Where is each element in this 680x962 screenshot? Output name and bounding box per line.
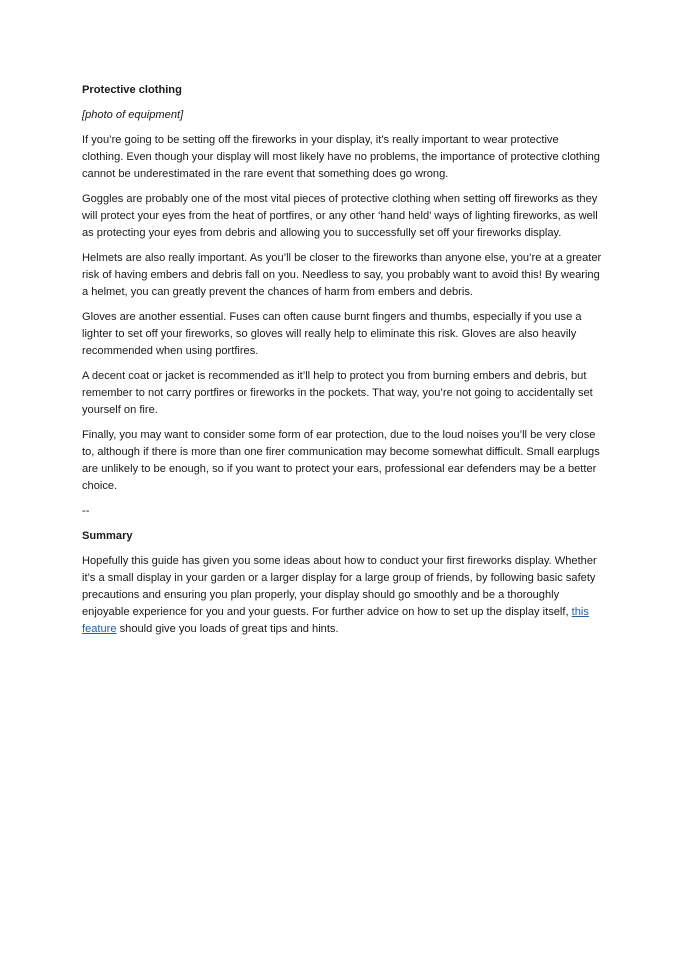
summary-text-after-link: should give you loads of great tips and hints. [116,623,339,635]
paragraph-intro: If you’re going to be setting off the fireworks in your display, it’s really important to wear protective clothing. Even though your display will most likely have no problems, the importance of protective clothing cannot be underestimated in the rare event that something does go wrong. [82,134,600,180]
paragraph-coat: A decent coat or jacket is recommended as it’ll help to protect you from burning embers and debris, but remember to not carry portfires or fireworks in the pockets. That way, you’re not going to accidentally set yourself on fire. [82,370,593,416]
section-separator: -- [82,505,90,517]
section-heading-summary: Summary [82,530,133,542]
paragraph-ear-protection: Finally, you may want to consider some form of ear protection, due to the loud noises you’ll be very close to, although if there is more than one firer communication may become somewhat difficult. Small earplugs are unlikely to be enough, so if you want to protect your ears, professional ear defenders may be a better choice. [82,429,600,492]
paragraph-gloves: Gloves are another essential. Fuses can often cause burnt fingers and thumbs, especially if you use a lighter to set off your fireworks, so gloves will really help to eliminate this risk. Gloves are also heavily recommended when using portfires. [82,311,582,357]
document-page [82,82,602,646]
section-heading-protective-clothing: Protective clothing [82,84,182,96]
paragraph-helmets: Helmets are also really important. As you’ll be closer to the fireworks than anyone else, you’re at a greater risk of having embers and debris fall on you. Needless to say, you probably want to avoid this! By wearing a helmet, you can greatly prevent the chances of harm from embers and debris. [82,252,602,298]
paragraph-summary [82,553,602,638]
summary-text-before-link: Hopefully this guide has given you some ideas about how to conduct your first fireworks display. Whether it’s a small display in your garden or a larger display for a large group of friends, by following basic safety precautions and ensuring you plan properly, your display should go smoothly and be a thoroughly enjoyable experience for you and your guests. For further advice on how to set up the display itself, [82,555,597,618]
paragraph-goggles: Goggles are probably one of the most vital pieces of protective clothing when setting off fireworks as they will protect your eyes from the heat of portfires, or any other ‘hand held’ ways of lighting fireworks, as well as protecting your eyes from debris and allowing you to successfully set off your fireworks display. [82,193,598,239]
photo-caption: [photo of equipment] [82,109,184,121]
this-feature-link[interactable]: this feature [82,606,589,635]
